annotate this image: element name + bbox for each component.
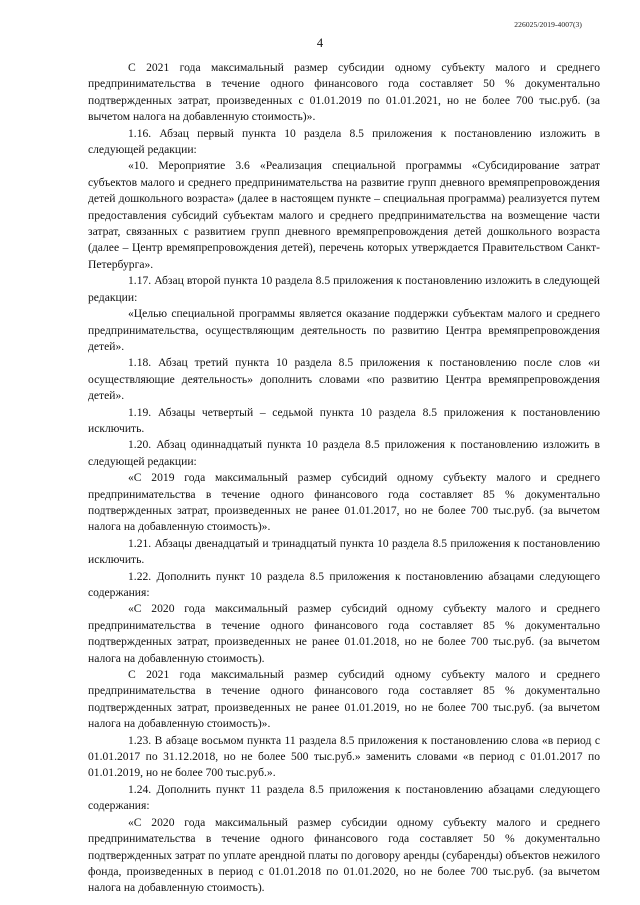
paragraph: 1.21. Абзацы двенадцатый и тринадцатый пункта 10 раздела 8.5 приложения к постановлению исключить.	[88, 536, 600, 567]
paragraph: 1.18. Абзац третий пункта 10 раздела 8.5 приложения к постановлению после слов «и осуществляющие деятельность» дополнить словами «по развитию Центра времяпрепровождения детей».	[88, 356, 600, 403]
paragraph: 1.16. Абзац первый пункта 10 раздела 8.5 приложения к постановлению изложить в следующей редакции:	[88, 126, 600, 157]
paragraph: «Целью специальной программы является оказание поддержки субъектам малого и среднего предпринимательства, осуществляющим деятельность по развитию Центра времяпрепровождения детей».	[88, 307, 600, 353]
page-number: 4	[316, 36, 324, 50]
paragraph: 1.22. Дополнить пункт 10 раздела 8.5 приложения к постановлению абзацами следующего содержания:	[88, 569, 600, 599]
paragraph: 1.19. Абзацы четвертый – седьмой пункта 10 раздела 8.5 приложения к постановлению исключить.	[88, 405, 600, 435]
paragraph: 1.17. Абзац второй пункта 10 раздела 8.5 приложения к постановлению изложить в следующей редакции:	[88, 274, 600, 304]
paragraph: «С 2020 года максимальный размер субсидии одному субъекту малого и среднего предпринимательства в течение одного финансового года составляет 50 % документально подтвержденных затрат по уплате арендной платы по договору аренды (субаренды) объектов нежилого фонда, произведенных в период с 01.01.2018 по 01.01.2020, но не более 700 тыс.руб. (за вычетом налога на добавленную стоимость).	[88, 815, 600, 895]
document-id: 226025/2019-4007(3)	[514, 20, 582, 29]
paragraph: 1.23. В абзаце восьмом пункта 11 раздела 8.5 приложения к постановлению слова «в период с 01.01.2017 по 31.12.2018, но не более 500 тыс.руб.» заменить словами «в период с 01.01.2017 по 01.01.2019, но не более 700 тыс.руб.».	[88, 733, 600, 780]
paragraph: 1.20. Абзац одиннадцатый пункта 10 раздела 8.5 приложения к постановлению изложить в следующей редакции:	[88, 438, 600, 468]
paragraph: «С 2020 года максимальный размер субсидий одному субъекту малого и среднего предпринимательства в течение одного финансового года составляет 85 % документально подтвержденных затрат, произведенных не ранее 01.01.2018, но не более 700 тыс.руб. (за вычетом налога на добавленную стоимость).	[88, 602, 600, 665]
paragraph: «10. Мероприятие 3.6 «Реализация специальной программы «Субсидирование затрат субъектов малого и среднего предпринимательства на развитие групп дневного времяпрепровождения детей дошкольного возраста» (далее в настоящем пункте – специальная программа) реализуется путем предоставления субсидий субъектам малого и среднего предпринимательства на возмещение части затрат, связанных с развитием групп дневного времяпрепровождения детей дошкольного возраста (далее – Центр времяпрепровождения детей), перечень которых утверждается Правительством Санкт-Петербурга».	[88, 159, 600, 271]
paragraph: «С 2019 года максимальный размер субсидий одному субъекту малого и среднего предпринимательства в течение одного финансового года составляет 85 % документально подтвержденных затрат, произведенных не ранее 01.01.2017, но не более 700 тыс.руб. (за вычетом налога на добавленную стоимость)».	[88, 471, 600, 534]
paragraph: 1.24. Дополнить пункт 11 раздела 8.5 приложения к постановлению абзацами следующего содержания:	[88, 782, 600, 813]
paragraph: С 2021 года максимальный размер субсидии одному субъекту малого и среднего предпринимательства в течение одного финансового года составляет 50 % документально подтвержденных затрат, произведенных с 01.01.2019 по 01.01.2021, но не более 700 тыс.руб. (за вычетом налога на добавленную стоимость)».	[88, 61, 600, 124]
document-body	[88, 60, 600, 897]
paragraph: С 2021 года максимальный размер субсидий одному субъекту малого и среднего предпринимательства в течение одного финансового года составляет 85 % документально подтвержденных затрат, произведенных не ранее 01.01.2019, но не более 700 тыс.руб. (за вычетом налога на добавленную стоимость)».	[88, 668, 600, 731]
